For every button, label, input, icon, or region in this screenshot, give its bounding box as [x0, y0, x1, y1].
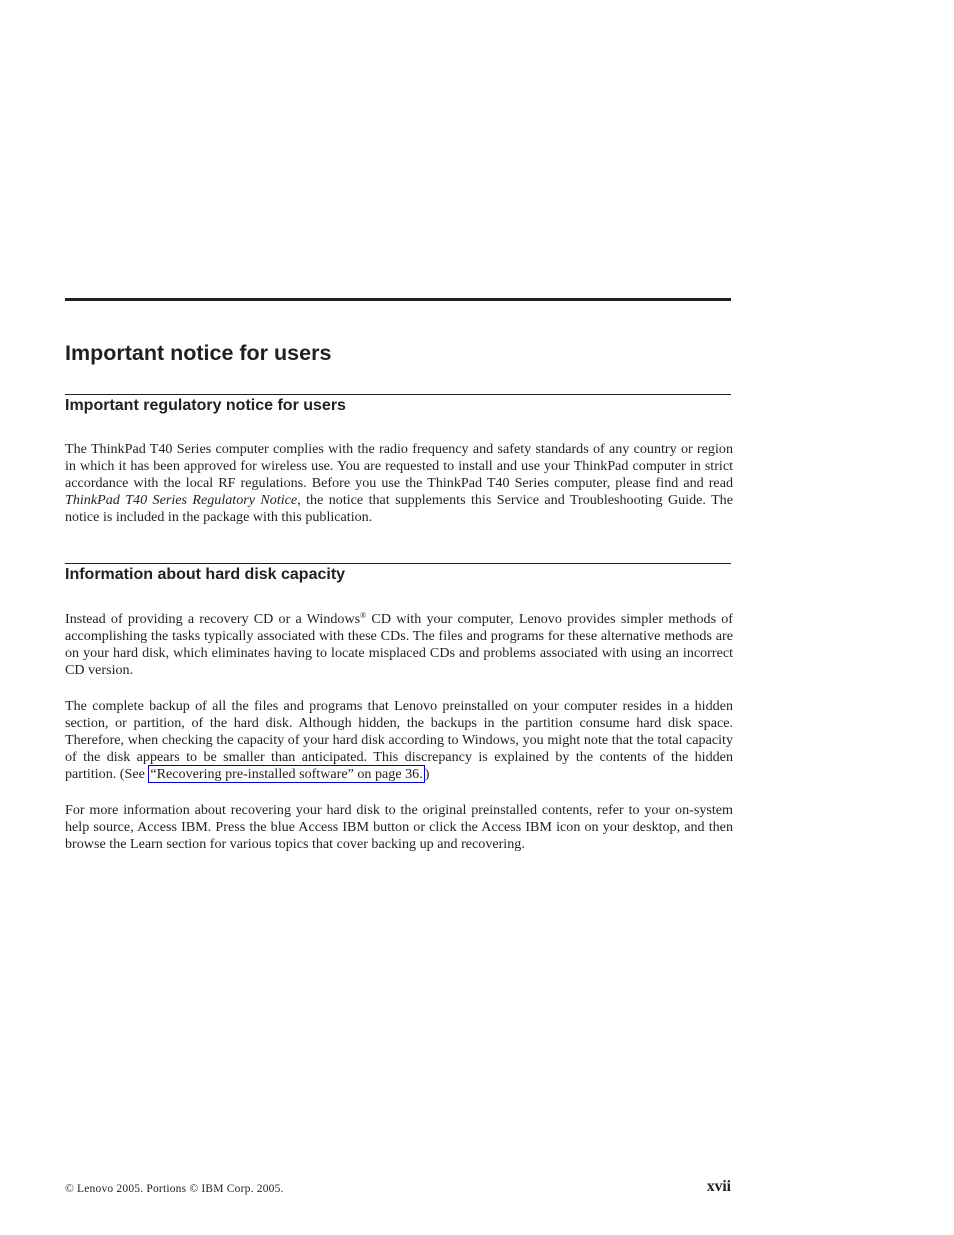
section-rule: [65, 394, 731, 395]
page-title: Important notice for users: [65, 341, 332, 365]
page-number: xvii: [706, 1178, 731, 1195]
recovering-software-link[interactable]: “Recovering pre-installed software” on page 36.: [150, 766, 423, 783]
section-heading-regulatory: Important regulatory notice for users: [65, 397, 346, 414]
section-heading-hard-disk: Information about hard disk capacity: [65, 566, 346, 583]
hard-disk-paragraph-3: For more information about recovering your hard disk to the original preinstalled contents, refer to your on-system help source, Access IBM. Press the blue Access IBM button or click the Access IBM icon on your desktop, and then browse the Learn section for various topics that cover backing up and recovering.: [65, 802, 733, 853]
section-rule: [65, 563, 731, 564]
copyright-notice: © Lenovo 2005. Portions © IBM Corp. 2005.: [65, 1183, 284, 1195]
title-rule: [65, 298, 731, 301]
regulatory-notice-title: ThinkPad T40 Series Regulatory Notice: [65, 492, 298, 509]
hard-disk-paragraph-2: The complete backup of all the files and programs that Lenovo preinstalled on your computer resides in a hidden section, or partition, of the hard disk. Although hidden, the backups in the partition consume hard disk space. Therefore, when checking the capacity of your hard disk according to Windows, you might note that the total capacity of the disk appears to be smaller than anticipated. This discrepancy is explained by the contents of the hidden partition. (See “Recovering pre-installed software” on page 36. ): [65, 698, 733, 783]
regulatory-paragraph: The ThinkPad T40 Series computer complies with the radio frequency and safety standards of any country or region in which it has been approved for wireless use. You are requested to install and use your ThinkPad computer in strict accordance with the local RF regulations. Before you use the ThinkPad T40 Series computer, please find and read ThinkPad T40 Series Regulatory Notice, the notice that supplements this Service and Troubleshooting Guide. The notice is included in the package with this publication.: [65, 441, 733, 526]
hard-disk-paragraph-1: Instead of providing a recovery CD or a Windows® CD with your computer, Lenovo provides simpler methods of accomplishing the tasks typically associated with these CDs. The files and programs for these alternative methods are on your hard disk, which eliminates having to locate misplaced CDs and problems associated with using an incorrect CD version.: [65, 611, 733, 679]
registered-mark: ®: [360, 611, 367, 620]
